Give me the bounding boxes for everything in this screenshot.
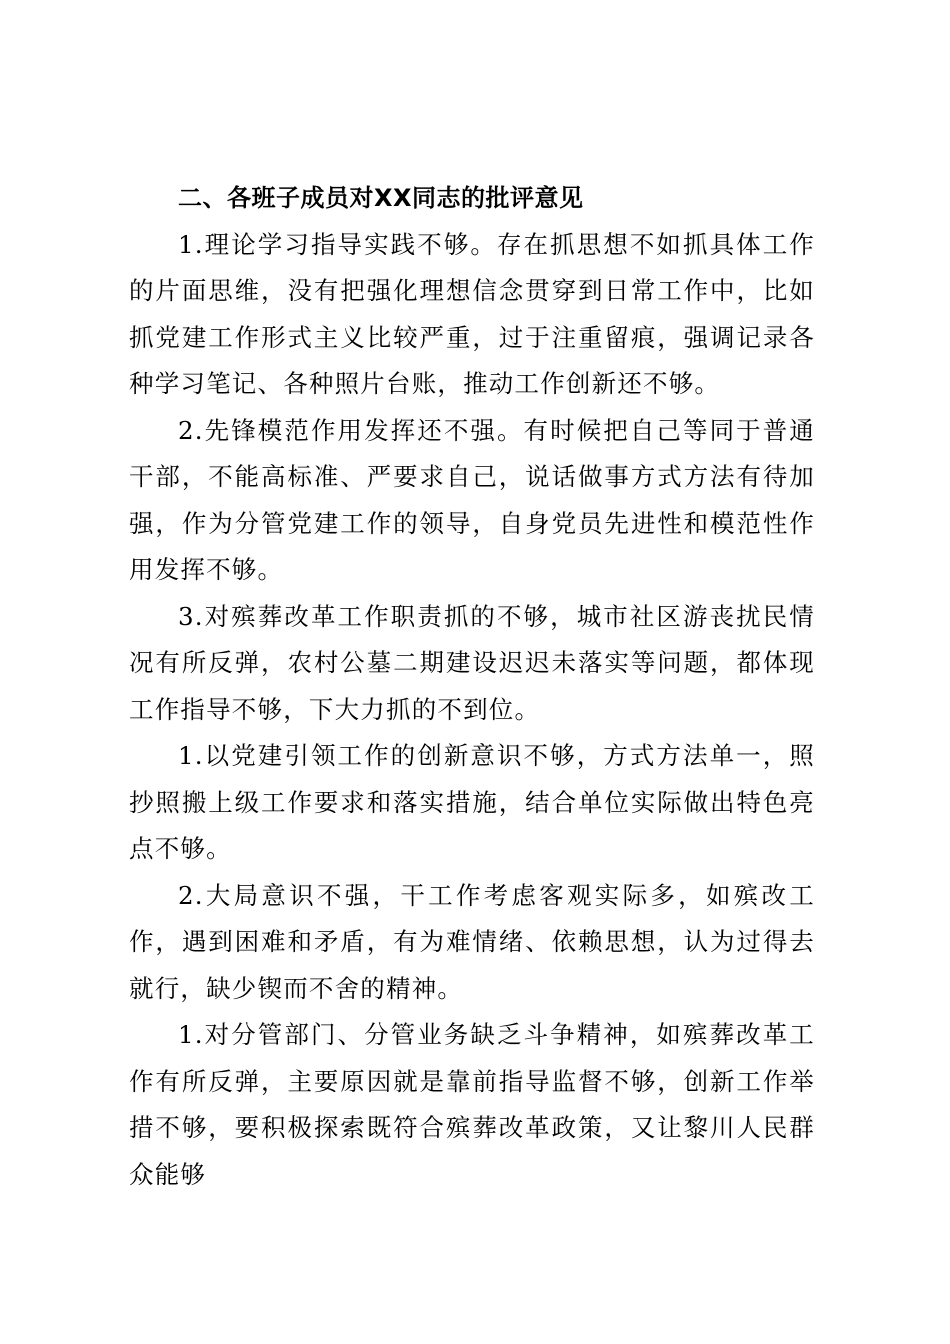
paragraph-4: 1.以党建引领工作的创新意识不够，方式方法单一，照抄照搬上级工作要求和落实措施，结合单位实际做出特色亮点不够。 bbox=[129, 741, 815, 863]
paragraph-2: 2.先锋模范作用发挥还不强。有时候把自己等同于普通干部，不能高标准、严要求自己，说话做事方式方法有待加强，作为分管党建工作的领导，自身党员先进性和模范性作用发挥不够。 bbox=[129, 415, 815, 584]
paragraph-1: 1.理论学习指导实践不够。存在抓思想不如抓具体工作的片面思维，没有把强化理想信念贯穿到日常工作中，比如抓党建工作形式主义比较严重，过于注重留痕，强调记录各种学习笔记、各种照片台账，推动工作创新还不够。 bbox=[129, 229, 815, 398]
paragraph-5: 2.大局意识不强，干工作考虑客观实际多，如殡改工作，遇到困难和矛盾，有为难情绪、依赖思想，认为过得去就行，缺少锲而不舍的精神。 bbox=[129, 880, 815, 1003]
section-heading: 二、各班子成员对XX同志的批评意见 bbox=[178, 184, 584, 212]
paragraph-3: 3.对殡葬改革工作职责抓的不够，城市社区游丧扰民情况有所反弹，农村公墓二期建设迟迟未落实等问题，都体现工作指导不够，下大力抓的不到位。 bbox=[129, 601, 815, 724]
paragraph-6: 1.对分管部门、分管业务缺乏斗争精神，如殡葬改革工作有所反弹，主要原因就是靠前指导监督不够，创新工作举措不够，要积极探索既符合殡葬改革政策，又让黎川人民群众能够 bbox=[129, 1020, 815, 1189]
document-body bbox=[129, 175, 815, 1198]
